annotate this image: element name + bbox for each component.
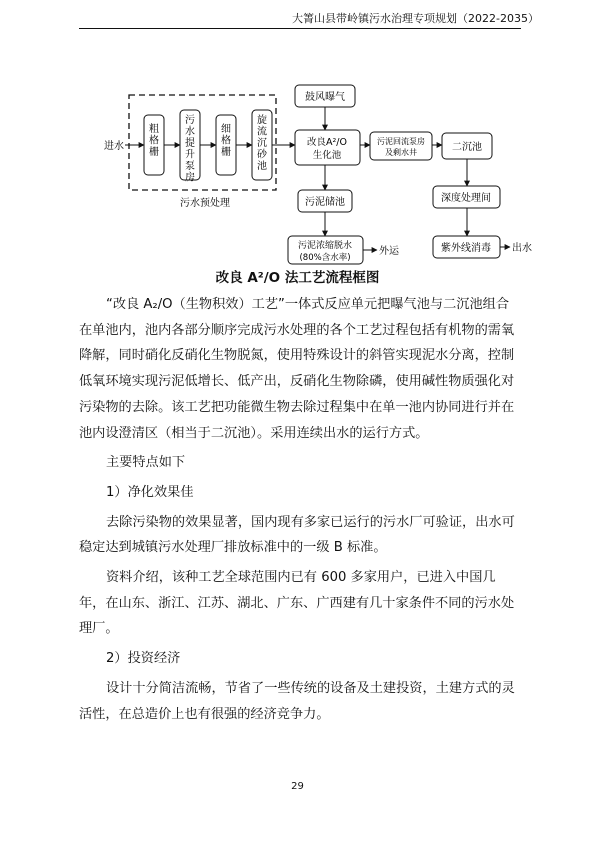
fine-screen-label: 细格栅: [221, 124, 231, 158]
figure-caption: 改良 A²/O 法工艺流程框图: [215, 270, 380, 286]
blower-label: 鼓风曝气: [305, 92, 345, 103]
paragraph-intro: “改良 A₂/O（生物积效）工艺”一体式反应单元把曝气池与二沉池组合在单池内，池内各部分顺序完成污水处理的各个工艺过程包括有机物的需氧降解，同时硝化反硝化生物脱氮，使用特殊设计的斜管实现泥水分离，控制低氧环境实现污泥低增长、低产出，反硝化生物除磷，使用碱性物质强化对污染物的去除。该工艺把功能微生物去除过程集中在单一池内协同进行并在池内设澄清区（相当于二沉池）。采用连续出水的运行方式。: [79, 297, 515, 441]
deep-treatment-label: 深度处理间: [441, 193, 491, 204]
bio-reactor-label-2: 生化池: [312, 150, 342, 161]
paragraph-purification: 去除污染物的效果显著，国内现有多家已运行的污水厂可验证，出水可稳定达到城镇污水处理厂排放标准中的一级 B 标准。: [79, 514, 515, 556]
grit-chamber-label: 旋流沉砂池: [257, 115, 267, 172]
sludge-return-pump-label-1: 污泥回流泵房: [377, 137, 425, 146]
pretreatment-group-label: 污水预处理: [180, 198, 230, 209]
paragraph-references: 资料介绍，该种工艺全球范围内已有 600 多家用户，已进入中国几年，在山东、浙江、江苏、湖北、广东、广西建有几十家条件不同的污水处理厂。: [79, 570, 515, 637]
sludge-return-pump-label-2: 及剩水井: [385, 148, 417, 157]
process-flow-diagram: [0, 0, 595, 300]
page-number: 29: [291, 781, 304, 792]
sludge-tank-label: 污泥储池: [305, 197, 345, 208]
bio-reactor-label-1: 改良A²/O: [307, 137, 347, 148]
body-text: [79, 292, 521, 727]
coarse-screen-label: 粗格栅: [149, 124, 159, 158]
outlet-label: 出水: [512, 243, 532, 254]
sludge-outbound-label: 外运: [379, 246, 399, 257]
inlet-label: 进水: [104, 141, 124, 152]
sludge-dewatering-label-1: 污泥浓缩脱水: [297, 241, 353, 251]
page-header: 大箐山县带岭镇污水治理专项规划（2022-2035）: [292, 12, 539, 25]
heading-investment: 2）投资经济: [106, 651, 181, 667]
secondary-clarifier-label: 二沉池: [452, 142, 482, 153]
heading-purification: 1）净化效果佳: [106, 484, 194, 500]
uv-disinfection-label: 紫外线消毒: [441, 243, 491, 254]
paragraph-investment: 设计十分简洁流畅，节省了一些传统的设备及土建投资，土建方式的灵活性，在总造价上也有很强的经济竞争力。: [79, 680, 515, 722]
paragraph-features-intro: 主要特点如下: [106, 455, 186, 471]
sludge-dewatering-label-2: (80%含水率): [299, 253, 351, 263]
lift-pump-house-label: 污水提升泵房: [185, 115, 195, 184]
